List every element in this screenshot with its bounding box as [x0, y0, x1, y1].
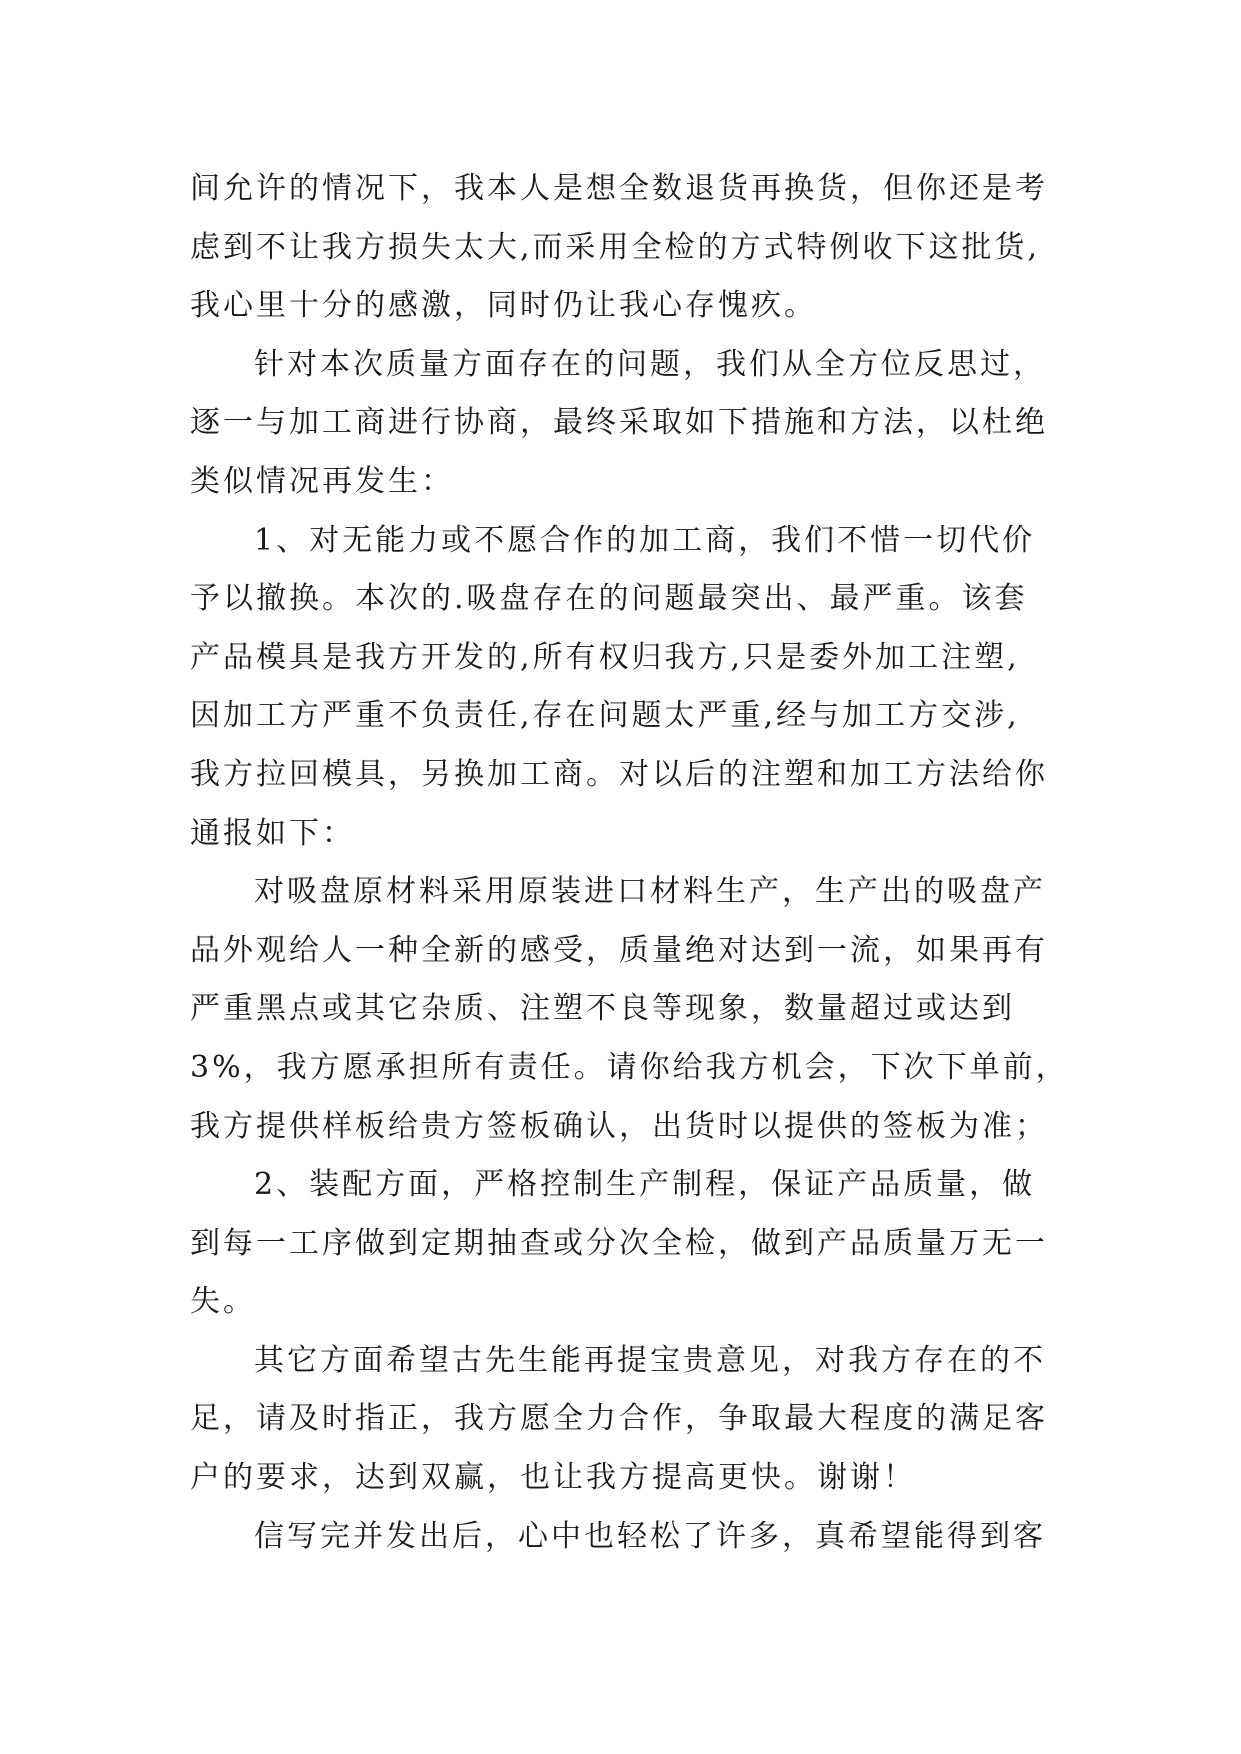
text-line: 品外观给人一种全新的感受，质量绝对达到一流，如果再有	[190, 932, 1048, 968]
text-line: 到每一工序做到定期抽查或分次全检，做到产品质量万无一	[190, 1225, 1048, 1261]
text-line: 产品模具是我方开发的,所有权归我方,只是委外加工注塑,	[190, 639, 1020, 675]
text-line: 通报如下：	[190, 815, 355, 851]
text-line: 虑到不让我方损失太大,而采用全检的方式特例收下这批货,	[190, 229, 1041, 265]
text-line: 户的要求，达到双赢，也让我方提高更快。谢谢！	[190, 1460, 916, 1496]
text-line: 因加工方严重不负责任,存在问题太严重,经与加工方交涉,	[190, 698, 1020, 734]
text-line: 足，请及时指正，我方愿全力合作，争取最大程度的满足客	[190, 1401, 1048, 1437]
text-line: 信写完并发出后，心中也轻松了许多，真希望能得到客	[254, 1518, 1046, 1554]
text-line: 对吸盘原材料采用原装进口材料生产，生产出的吸盘产	[254, 874, 1046, 910]
text-line: 1、对无能力或不愿合作的加工商，我们不惜一切代价	[254, 522, 1036, 558]
text-line: 针对本次质量方面存在的问题，我们从全方位反思过，	[254, 346, 1046, 382]
text-line: 其它方面希望古先生能再提宝贵意见，对我方存在的不	[254, 1342, 1046, 1378]
text-line: 3%，我方愿承担所有责任。请你给我方机会，下次下单前，	[190, 1049, 1069, 1085]
text-line: 我心里十分的感激，同时仍让我心存愧疚。	[190, 288, 817, 324]
text-line: 间允许的情况下，我本人是想全数退货再换货，但你还是考	[190, 171, 1048, 206]
text-line: 类似情况再发生：	[190, 463, 454, 499]
text-line: 严重黑点或其它杂质、注塑不良等现象，数量超过或达到	[190, 991, 1015, 1027]
text-line: 我方提供样板给贵方签板确认，出货时以提供的签板为准；	[190, 1108, 1048, 1144]
text-line: 我方拉回模具，另换加工商。对以后的注塑和加工方法给你	[190, 756, 1048, 792]
text-line: 2、装配方面，严格控制生产制程，保证产品质量，做	[254, 1167, 1036, 1203]
text-line: 失。	[190, 1284, 256, 1320]
text-line: 予以撤换。本次的.吸盘存在的问题最突出、最严重。该套	[190, 581, 1028, 617]
document-body	[190, 160, 1080, 1566]
text-line: 逐一与加工商进行协商，最终采取如下措施和方法，以杜绝	[190, 405, 1048, 441]
